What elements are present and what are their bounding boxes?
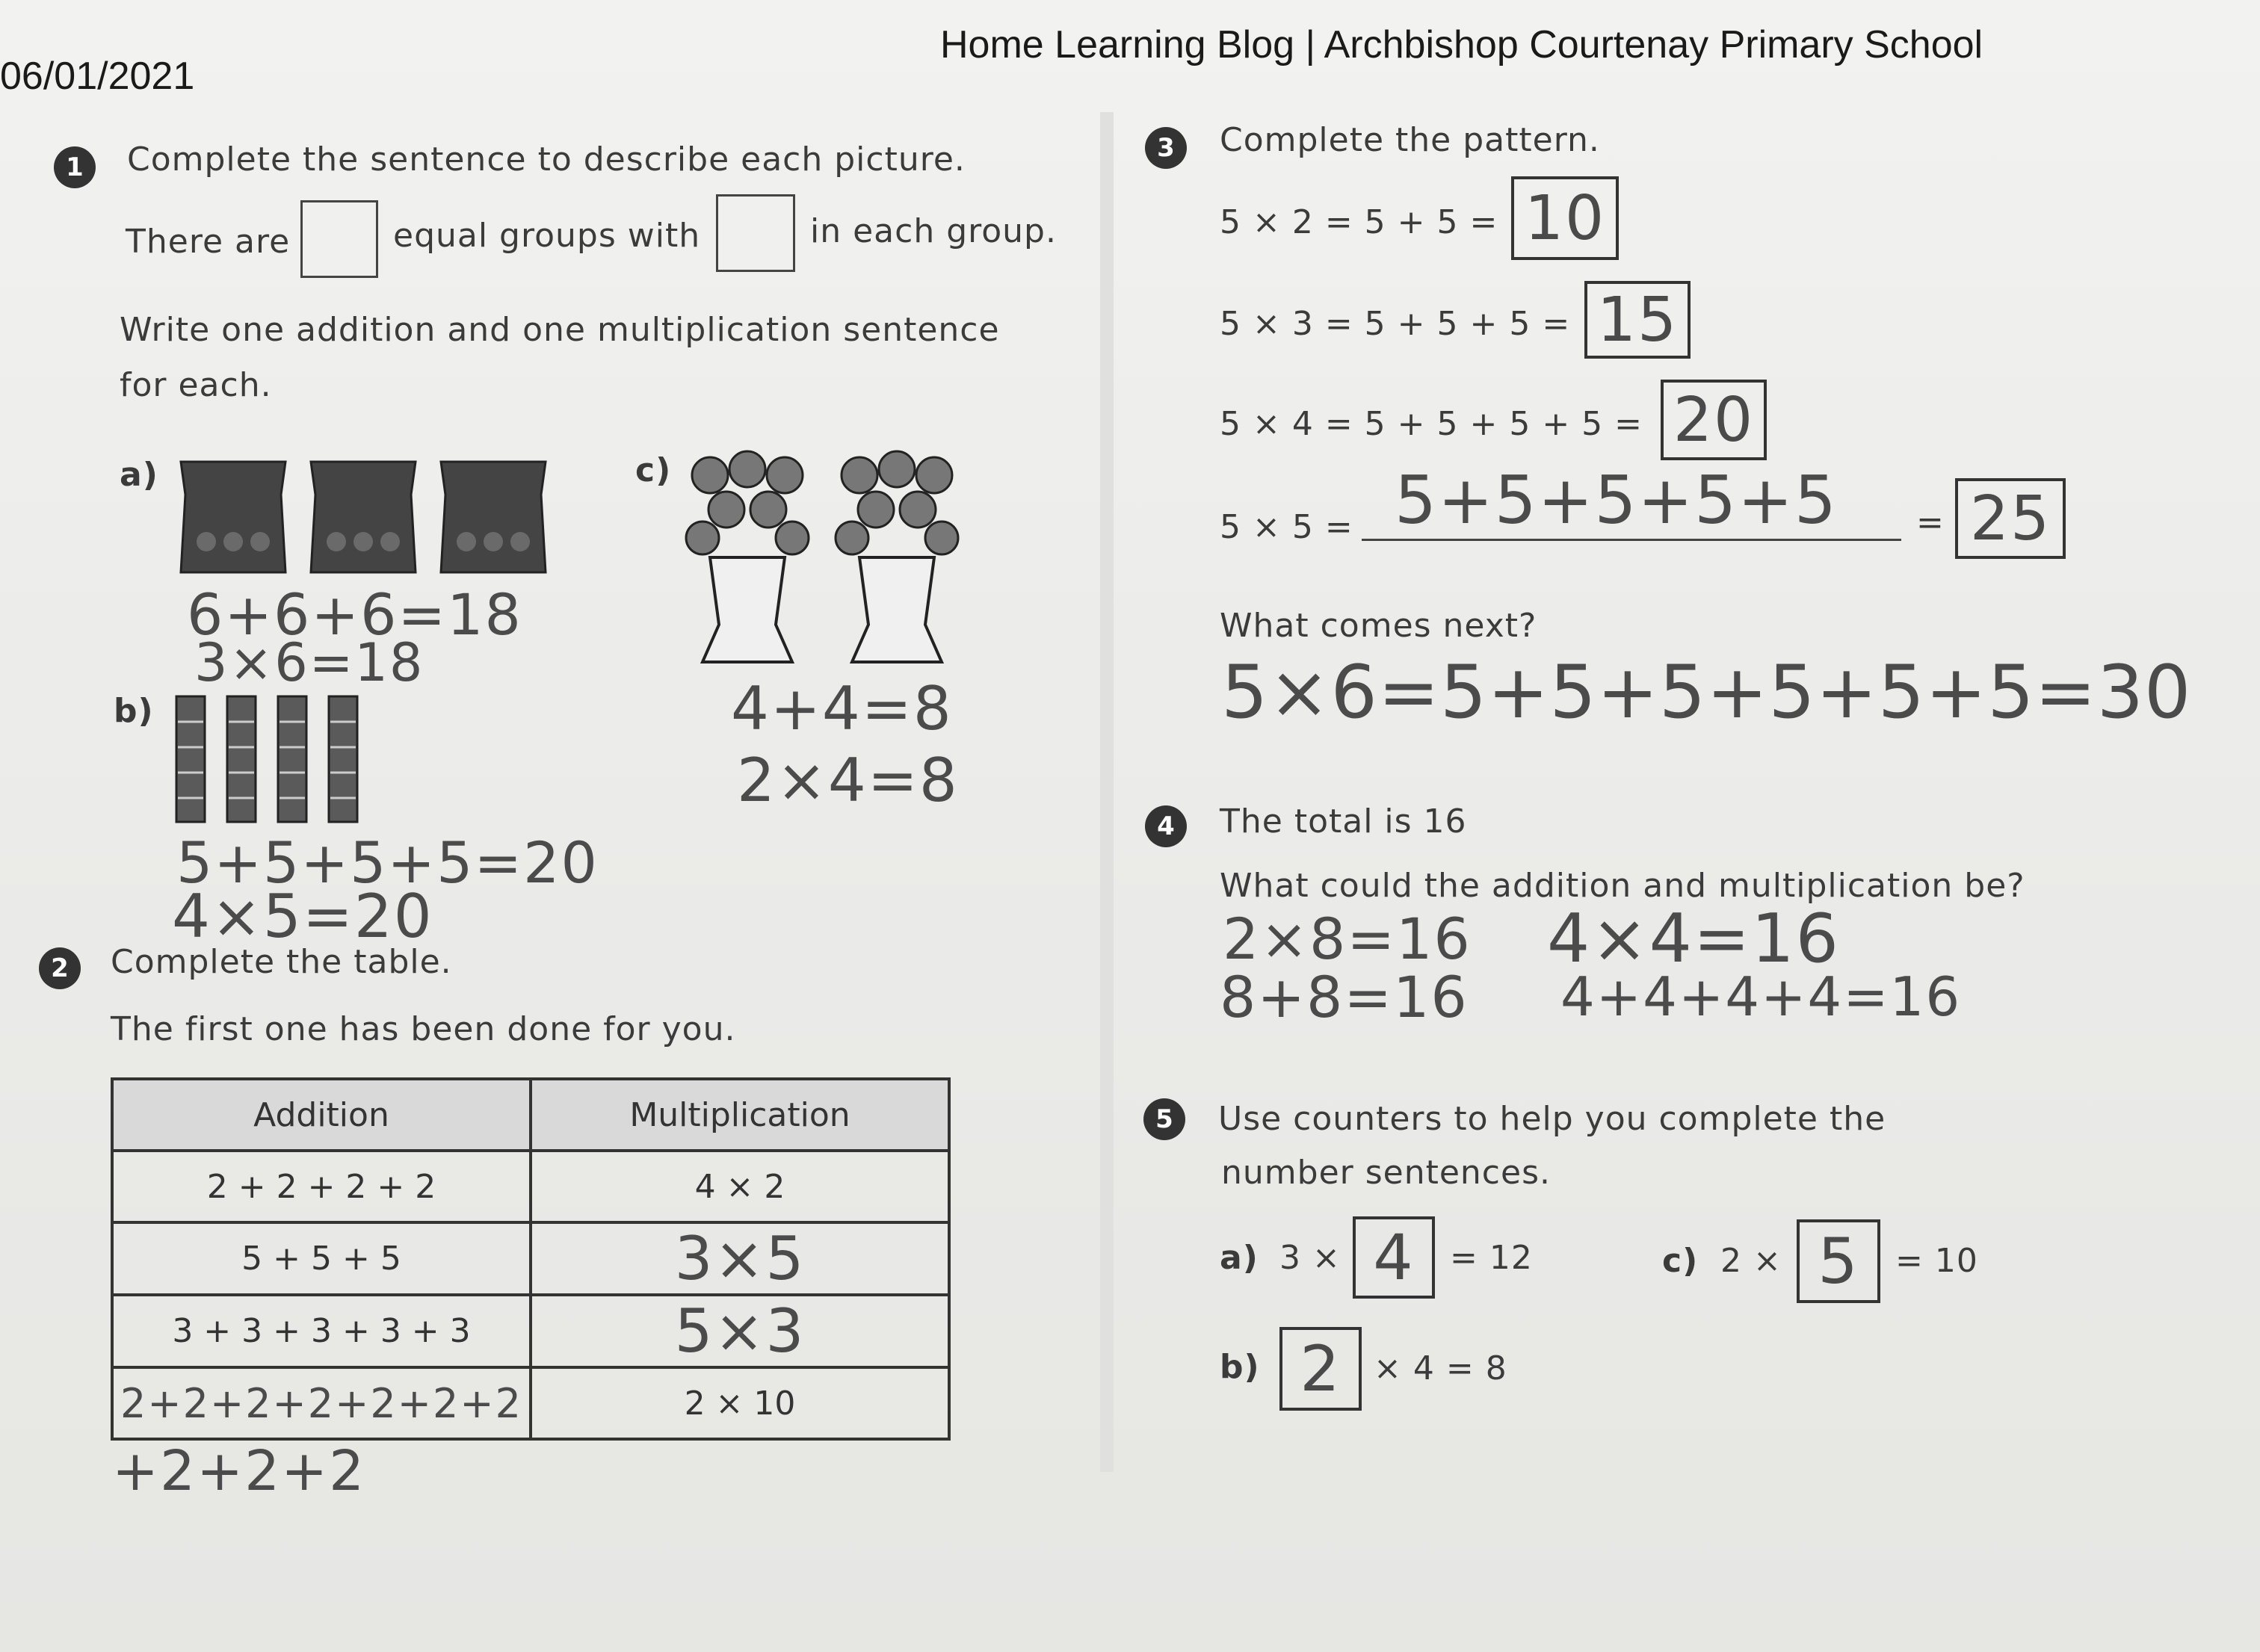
q1-b-multiplication: 4×5=20 (172, 882, 433, 951)
q3-line2-answer-box[interactable]: 15 (1584, 281, 1691, 359)
q1-sentence-a: There are (126, 223, 291, 261)
q2-subtitle: The first one has been done for you. (111, 1010, 736, 1048)
flower-vases-illustration (680, 438, 972, 671)
page-title: Home Learning Blog | Archbishop Courtenay Primary School (940, 23, 1983, 66)
q5-a-label: a) (1220, 1239, 1259, 1277)
cell-addition: 2 + 2 + 2 + 2 (112, 1151, 531, 1222)
cell-multiplication-answer[interactable]: 5×3 (531, 1295, 949, 1367)
q4-question: What could the addition and multiplication be? (1220, 867, 2025, 905)
q5-a-answer-box[interactable]: 4 (1353, 1216, 1435, 1299)
groups-answer-box[interactable] (300, 200, 378, 278)
question-2-number: 2 (39, 947, 81, 989)
q1-instruction-line1: Write one addition and one multiplication sentence (120, 311, 1000, 349)
q1-title: Complete the sentence to describe each picture. (127, 140, 966, 179)
q5-c-pre: 2 × (1720, 1242, 1782, 1280)
date: 06/01/2021 (0, 55, 195, 98)
table-row (112, 1367, 949, 1439)
q3-line4-answer[interactable]: 5+5+5+5+5 (1395, 462, 1838, 539)
q1-a-label: a) (120, 456, 158, 494)
cell-multiplication-answer[interactable]: 3×5 (531, 1222, 949, 1295)
cell-multiplication: 4 × 2 (531, 1151, 949, 1222)
q2-title: Complete the table. (111, 943, 452, 981)
addition-multiplication-table (111, 1077, 951, 1441)
question-5-number: 5 (1143, 1098, 1185, 1140)
q5-a-post: = 12 (1450, 1239, 1533, 1277)
cell-addition-answer[interactable]: 2+2+2+2+2+2+2 (112, 1367, 531, 1439)
question-3-number: 3 (1145, 127, 1187, 169)
q5-a-pre: 3 × (1279, 1239, 1341, 1277)
q1-a-multiplication: 3×6=18 (194, 632, 424, 693)
cube-towers-illustration (173, 693, 375, 826)
table-row (112, 1222, 949, 1295)
q5-b-answer-box[interactable]: 2 (1279, 1327, 1362, 1411)
q1-a-addition: 6+6+6=18 (187, 581, 522, 648)
egg-boxes-illustration (176, 456, 558, 575)
q3-line4-expr: 5 × 5 = (1220, 508, 1353, 546)
q4-answer-3[interactable]: 8+8=16 (1220, 964, 1469, 1030)
q3-line1-answer-box[interactable]: 10 (1511, 176, 1619, 260)
q5-c-post: = 10 (1895, 1242, 1978, 1280)
cell-addition: 3 + 3 + 3 + 3 + 3 (112, 1295, 531, 1367)
q5-b-post: × 4 = 8 (1374, 1349, 1507, 1388)
table-row (112, 1295, 949, 1367)
header-multiplication: Multiplication (531, 1079, 949, 1151)
q3-line2-expr: 5 × 3 = 5 + 5 + 5 = (1220, 305, 1571, 343)
q3-line1-expr: 5 × 2 = 5 + 5 = (1220, 203, 1498, 241)
q4-answer-1[interactable]: 2×8=16 (1223, 906, 1472, 972)
question-1-number: 1 (54, 146, 96, 188)
cell-multiplication: 2 × 10 (531, 1367, 949, 1439)
q1-b-label: b) (114, 692, 154, 730)
q3-line3-answer-box[interactable]: 20 (1661, 380, 1767, 460)
header-addition: Addition (112, 1079, 531, 1151)
table-row (112, 1151, 949, 1222)
q3-line4-equals: = (1916, 504, 1945, 542)
question-4-number: 4 (1145, 805, 1187, 847)
q5-c-answer-box[interactable]: 5 (1797, 1219, 1880, 1303)
q1-b-addition: 5+5+5+5=20 (176, 829, 599, 896)
q5-c-label: c) (1662, 1242, 1699, 1280)
q1-sentence-c: in each group. (810, 212, 1057, 250)
q1-sentence-b: equal groups with (393, 217, 701, 255)
per-group-answer-box[interactable] (716, 194, 795, 272)
q3-title: Complete the pattern. (1220, 121, 1600, 159)
q4-answer-2[interactable]: 4×4=16 (1547, 900, 1840, 978)
q5-title-line1: Use counters to help you complete the (1218, 1100, 1886, 1138)
q4-answer-4[interactable]: 4+4+4+4=16 (1560, 965, 1962, 1028)
q5-title-line2: number sentences. (1221, 1154, 1551, 1192)
q1-instruction-line2: for each. (120, 366, 272, 404)
q3-next-question: What comes next? (1220, 607, 1537, 645)
q4-title: The total is 16 (1220, 802, 1467, 841)
cell-addition: 5 + 5 + 5 (112, 1222, 531, 1295)
q1-c-addition: 4+4=8 (731, 674, 953, 743)
q2-overflow-answer: +2+2+2 (112, 1439, 366, 1503)
q5-b-label: b) (1220, 1348, 1260, 1386)
q3-line4-answer-box[interactable]: 25 (1955, 478, 2066, 559)
q3-line3-expr: 5 × 4 = 5 + 5 + 5 + 5 = (1220, 405, 1643, 443)
q1-c-label: c) (635, 451, 672, 489)
table-header-row (112, 1079, 949, 1151)
q1-c-multiplication: 2×4=8 (737, 746, 959, 815)
column-divider (1100, 112, 1114, 1472)
q3-next-answer[interactable]: 5×6=5+5+5+5+5+5=30 (1221, 650, 2192, 735)
